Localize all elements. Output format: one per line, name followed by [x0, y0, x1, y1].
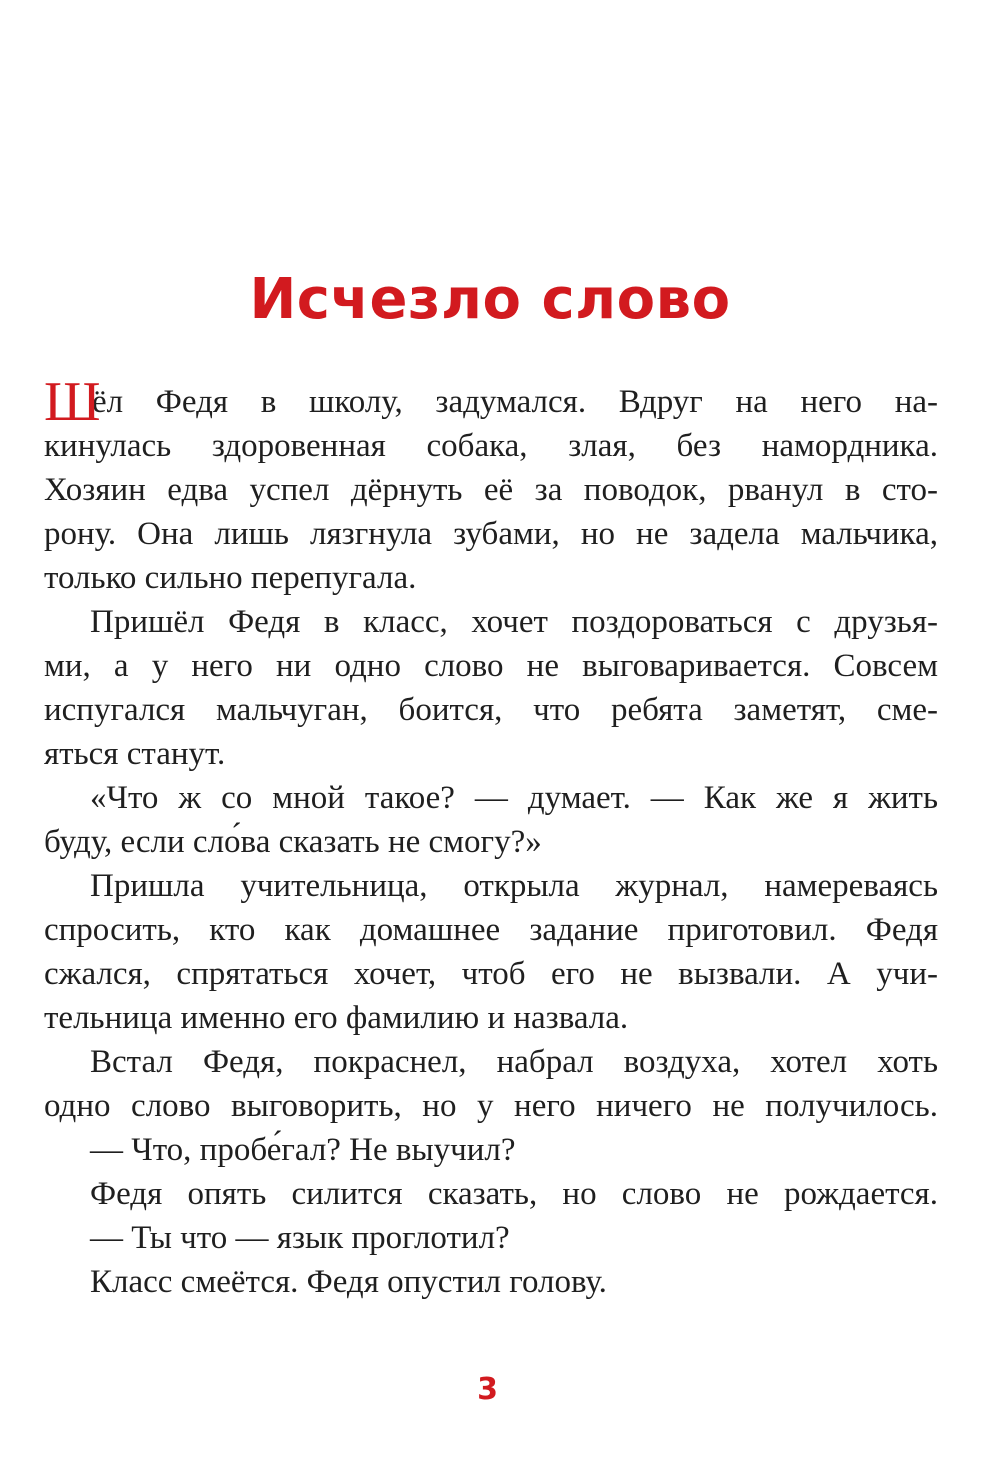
- dialogue-line: — Что, пробе́гал? Не выучил?: [90, 1132, 516, 1168]
- story-title: Исчезло слово: [249, 267, 731, 332]
- text-line: буду, если сло́ва сказать не смогу?»: [44, 824, 542, 860]
- text-line: спросить, кто как домашнее задание приготовил. Федя: [44, 912, 938, 948]
- text-line: «Что ж со мной такое? — думает. — Как же я жить: [90, 780, 938, 816]
- story-text: [44, 371, 938, 1304]
- text-line: испугался мальчуган, боится, что ребята заметят, сме-: [44, 692, 938, 728]
- text-line: кинулась здоровенная собака, злая, без намордника.: [44, 428, 938, 464]
- text-line: Хозяин едва успел дёрнуть её за поводок, рванул в сто-: [44, 472, 938, 508]
- text-line: Класс смеётся. Федя опустил голову.: [90, 1264, 607, 1300]
- dialogue-line: — Ты что — язык проглотил?: [90, 1220, 510, 1256]
- drop-cap: Ш: [44, 371, 101, 433]
- text-line: сжался, спрятаться хочет, чтоб его не вызвали. А учи-: [44, 956, 938, 992]
- text-line: яться станут.: [44, 736, 226, 772]
- text-line: Встал Федя, покраснел, набрал воздуха, хотел хоть: [90, 1044, 938, 1080]
- text-line: Пришёл Федя в класс, хочет поздороваться с друзья-: [90, 604, 938, 640]
- text-line: Пришла учительница, открыла журнал, намереваясь: [90, 868, 938, 904]
- page-number: 3: [477, 1372, 498, 1407]
- text-line: Федя опять силится сказать, но слово не рождается.: [90, 1176, 938, 1212]
- text-line: ми, а у него ни одно слово не выговаривается. Совсем: [44, 648, 938, 684]
- text-line: ёл Федя в школу, задумался. Вдруг на него на-: [92, 384, 938, 420]
- text-line: только сильно перепугала.: [44, 560, 417, 596]
- text-line: тельница именно его фамилию и назвала.: [44, 1000, 629, 1036]
- text-line: одно слово выговорить, но у него ничего не получилось.: [44, 1088, 938, 1124]
- text-line: рону. Она лишь лязгнула зубами, но не задела мальчика,: [44, 516, 938, 552]
